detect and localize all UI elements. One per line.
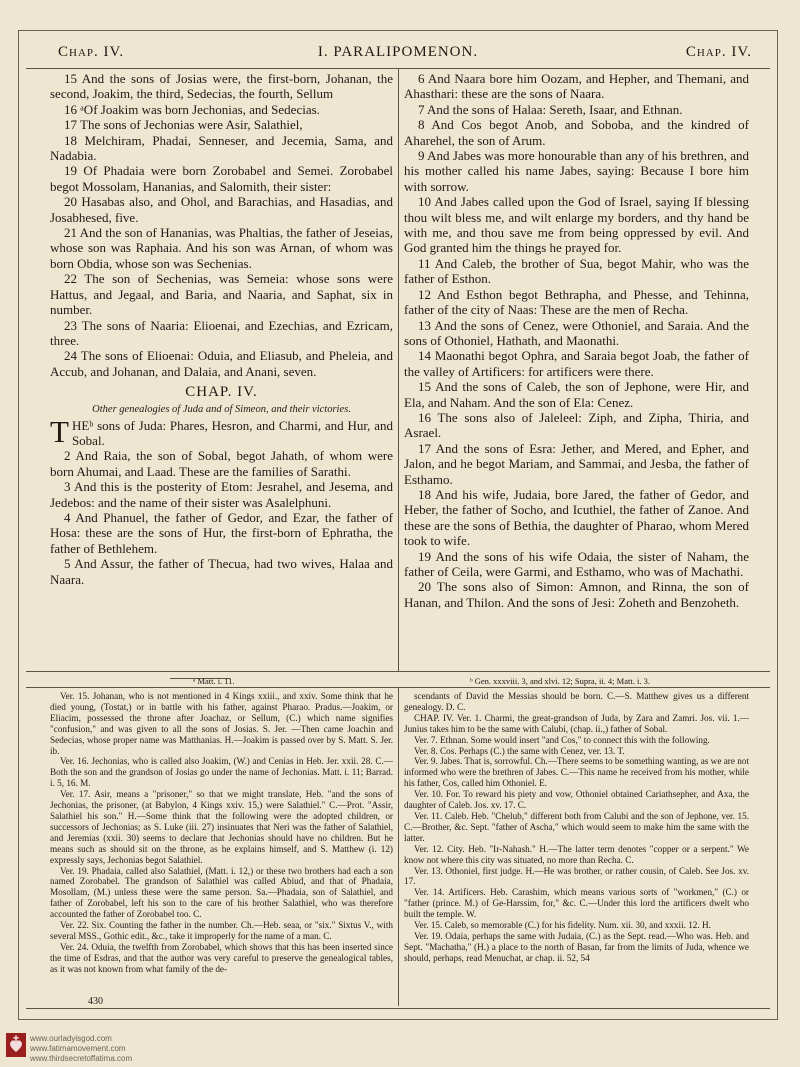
verse-right: 15 And the sons of Caleb, the son of Jephone, were Hir, and Ela, and Naham. And the son of Ela: Cenez. (404, 379, 749, 410)
note-right: Ver. 14. Artificers. Heb. Carashim, which means various sorts of "workmen," (C.) or "father (prince. M.) of Ge-Harssim, for," &c. C.—Under this lord the artificers dwelt who built the temple. W. (404, 887, 749, 920)
verse-left: 16 ᵃOf Joakim was born Jechonias, and Sedecias. (64, 101, 320, 117)
note-right: scendants of David the Messias should be born. C.—S. Matthew gives us a different genealogy. D. C. (404, 691, 749, 712)
note-right: Ver. 11. Caleb. Heb. "Chelub," different both from Calubi and the son of Jephone, ver. 15. C.—Brother, &c. Sept. "father of Ascha," which would seem to make him the same with the latter. (404, 810, 749, 843)
note-right: Ver. 8. Cos. Perhaps (C.) the same with Cenez, ver. 13. T. (414, 745, 625, 756)
verse-right: 14 Maonathi begot Ophra, and Saraia begot Joab, the father of the valley of Artificers: for artificers were there. (404, 348, 749, 379)
verse-left: 19 Of Phadaia were born Zorobabel and Semei. Zorobabel begot Mossolam, Hananias, and Salomith, their sister: (50, 163, 393, 194)
verse-left: 24 The sons of Elioenai: Oduia, and Eliasub, and Pheleia, and Accub, and Johanan, and Dalaia, and Anani, seven. (50, 348, 393, 379)
note-left: Ver. 15. Johanan, who is not mentioned in 4 Kings xxiii., and xxiv. Some think that he died young, (Tostat,) or in battle with his father, against Pharao. Pradus.—Joakim, or Eliacim, possessed the throne after Joachaz, or Sellum, (C.) which name signifies "confusion," and was given to all the sons of Josias. S. Jer. —Then came Joachin and Sedecias, whose proper name was Matthanias. H.—Joakim is passed over by S. Matt. S. Jer. ib. (50, 691, 393, 756)
verse-right: 20 The sons also of Simon: Amnon, and Rinna, the son of Hanan, and Thilon. And the sons of Jesi: Zoheth and Benzoheth. (404, 579, 749, 610)
note-right: Ver. 12. City. Heb. "Ir-Nahash." H.—The latter term denotes "copper or a serpent." We know not where this city was situated, no more than Recha. C. (404, 843, 749, 865)
note-right: Ver. 13. Othoniel, first judge. H.—He was brother, or rather cousin, of Caleb. See Jos. xv. 17. (404, 865, 749, 887)
footnote-left: ᵃ Matt. i. 11. (193, 676, 235, 686)
note-right: Ver. 9. Jabes. That is, sorrowful. Ch.—There seems to be something wanting, as we are not informed who were the brethren of Jabes. C.—This name he received from his mother, while his father, Cos, called him Othoniel. E. (404, 756, 749, 789)
note-left: Ver. 22. Six. Counting the father in the number. Ch.—Heb. seaa, or "six." Sixtus V., with several MSS., Gothic edit., &c., take it improperly for the name of a man. C. (50, 920, 393, 941)
page-number: 430 (88, 996, 103, 1007)
column-divider (398, 69, 399, 671)
watermark-url: www.ourladyisgod.com (30, 1034, 112, 1043)
header-chapter-left: Chap. IV. (58, 44, 125, 60)
verse-left: 20 Hasabas also, and Ohol, and Barachias, and Hasadias, and Josabhesed, five. (50, 194, 393, 225)
header-book-title: I. PARALIPOMENON. (317, 44, 479, 60)
verse-right: 9 And Jabes was more honourable than any of his brethren, and his mother called his name Jabes, saying: Because I bore him with sorrow. (404, 148, 749, 194)
verse-right: 6 And Naara bore him Oozam, and Hepher, and Themani, and Ahasthari: these are the sons of Naara. (404, 71, 749, 102)
verse-left: 17 The sons of Jechonias were Asir, Salathiel, (64, 117, 303, 133)
verse-left: 23 The sons of Naaria: Elioenai, and Ezechias, and Ezricam, three. (50, 317, 393, 348)
verse-right: 8 And Cos begot Anob, and Soboba, and the kindred of Aharehel, the son of Arum. (404, 117, 749, 148)
footnote-right: ᵇ Gen. xxxviii. 3, and xlvi. 12; Supra, ii. 4; Matt. i. 3. (470, 676, 650, 686)
verse-right: 10 And Jabes called upon the God of Israel, saying If blessing thou wilt bless me, and wilt enlarge my borders, and thy hand be with me, and thou save me from being oppressed by evil. And God granted him the things he prayed for. (404, 194, 749, 256)
header-chapter-right: Chap. IV. (685, 44, 752, 60)
watermark (30, 1034, 132, 1064)
verse-right: 19 And the sons of his wife Odaia, the sister of Naham, the father of Ceila, were Garmi, and Esthamo, who was of Machathi. (404, 548, 749, 579)
verse-one (50, 413, 393, 449)
left-text-column (50, 71, 393, 587)
verse-left: 3 And this is the posterity of Etom: Jesrahel, and Jesema, and Jedebos: and the name of their sister was Asalelphuni. (50, 479, 393, 510)
verse-right: 18 And his wife, Judaia, bore Jared, the father of Gedor, and Heber, the father of Socho, and Icuthiel, the father of Zanoe. And these are the sons of Bethia, the daughter of Pharao, whom Mered took to wife. (404, 486, 749, 549)
verse-right: 11 And Caleb, the brother of Sua, begot Mahir, who was the father of Esthon. (404, 255, 749, 287)
verse-left: 18 Melchiram, Phadai, Senneser, and Jecemia, Sama, and Nadabia. (50, 132, 393, 164)
note-right: Ver. 15. Caleb, so memorable (C.) for his fidelity. Num. xii. 30, and xxxii. 12. H. (414, 920, 711, 931)
verse-right: 16 The sons also of Jaleleel: Ziph, and Zipha, Thiria, and Asrael. (404, 409, 749, 441)
note-left: Ver. 17. Asir, means a "prisoner," so that we might translate, Heb. "and the sons of Jechonias, the prisoner, (at Babylon, 4 Kings xxiv. 15,) were Salathiel." C.—Prot. "Assir, Salathiel his son." H.—Some think that the following were the adopted children, or successors of Jechonias; as S. Luke (iii. 27) insinuates that Neri was the father of Salathiel, and Jeremias (xxii. 30) seems to declare that Jechonias should have no children. But he means such as should sit on the throne, as he explains himself, and S. Matthew (i. 12) expressly says, Jechonias begot Salathiel. (50, 789, 393, 865)
note-left: Ver. 24. Oduia, the twelfth from Zorobabel, which shows that this has been inserted since the time of Esdras, and that the author was very careful to preserve the genealogical tables, as it was not known from what family of the de- (50, 941, 393, 974)
verse-right: 17 And the sons of Esra: Jether, and Mered, and Epher, and Jalon, and he begot Mariam, and Sammai, and Jesba, the father of Esthamo. (404, 440, 749, 487)
verse-right: 13 And the sons of Cenez, were Othoniel, and Saraia. And the sons of Othoniel, Hathath, and Maonathi. (404, 317, 749, 348)
verse-left: 2 And Raia, the son of Sobal, begot Jahath, of whom were born Ahumai, and Laad. These are the families of Sarathi. (50, 448, 393, 479)
verse-one-text: HEᵇ sons of Juda: Phares, Hesron, and Charmi, and Hur, and Sobal. (71, 417, 393, 448)
commentary-left (50, 691, 393, 975)
verse-left: 4 And Phanuel, the father of Gedor, and Ezar, the father of Hosa: these are the sons of Hur, the first-born of Ephratha, the father of Bethlehem. (50, 509, 393, 556)
verse-left: 22 The son of Sechenias, was Semeia: whose sons were Hattus, and Jegaal, and Baria, and Naaria, and Saphat, six in number. (50, 271, 393, 318)
heart-emblem-icon (6, 1033, 26, 1057)
note-left: Ver. 19. Phadaia, called also Salathiel, (Matt. i. 12,) or these two brothers had each a son named Zorobabel. The grandson of Salathiel was called Abiud, and that of Phadaia, Mosollam, (M.) unless these were the same person. Sa.—Phadaia, son of Salathiel, and father of Zorobabel, left his son to the care of his brother Salathiel, who was therefore accounted the father of Zorobabel too. C. (50, 865, 393, 920)
note-right: Ver. 7. Ethnan. Some would insert "and Cos," to connect this with the following. (414, 734, 710, 745)
verse-left: 21 And the son of Hananias, was Phaltias, the father of Jeseias, whose son was Raphaia. And his son was Arnan, of whom was born Obdia, whose son was Sechenias. (50, 225, 393, 271)
verse-right: 12 And Esthon begot Bethrapha, and Phesse, and Tehinna, father of the city of Naas: These are the men of Recha. (404, 286, 749, 318)
notes-divider (398, 688, 399, 1006)
drop-cap: T (50, 413, 69, 449)
chapter-summary: Other genealogies of Juda and of Simeon, and their victories. (92, 403, 351, 415)
right-text-column (404, 71, 749, 610)
running-header (26, 40, 770, 70)
watermark-url: www.fatimamovement.com (30, 1044, 126, 1053)
text-bottom-rule (26, 671, 770, 672)
note-right: Ver. 19. Odaia, perhaps the same with Judaia, (C.) as the Sept. read.—Who was. Heb. and Sept. "Machatha," (H.) a place to the north of Basan, far from the limits of Juda, whence we should, perhaps, read Menuchat, ar chap. ii. 52, 54 (404, 930, 749, 963)
verse-left: 5 And Assur, the father of Thecua, had two wives, Halaa and Naara. (50, 556, 393, 587)
commentary-right (404, 691, 749, 964)
notes-bottom-rule (26, 1008, 770, 1009)
verse-right: 7 And the sons of Halaa: Sereth, Isaar, and Ethnan. (418, 101, 683, 117)
chapter-title: CHAP. IV. (185, 384, 258, 401)
verse-left: 15 And the sons of Josias were, the first-born, Johanan, the second, Joakim, the third, Sedecias, the fourth, Sellum (50, 71, 393, 102)
note-right: Ver. 10. For. To reward his piety and vow, Othoniel obtained Cariathsepher, and Axa, the daughter of Caleb. Jos. xv. 17. C. (404, 789, 749, 811)
note-left: Ver. 16. Jechonias, who is called also Joakim, (W.) and Cenias in Heb. Jer. xxii. 28. C.—Both the son and the grandson of Josias go under the name of Jechonias. Matt. i. 11; Barrad. i. 5, 16. M. (50, 756, 393, 789)
note-right: CHAP. IV. Ver. 1. Charmi, the great-grandson of Juda, by Zara and Zamri. Jos. vii. 1.—Junius takes him to be the same with Calubi, (chap. ii.,) father of Sobal. (404, 712, 749, 734)
watermark-url: www.thirdsecretoffatima.com (30, 1054, 133, 1063)
